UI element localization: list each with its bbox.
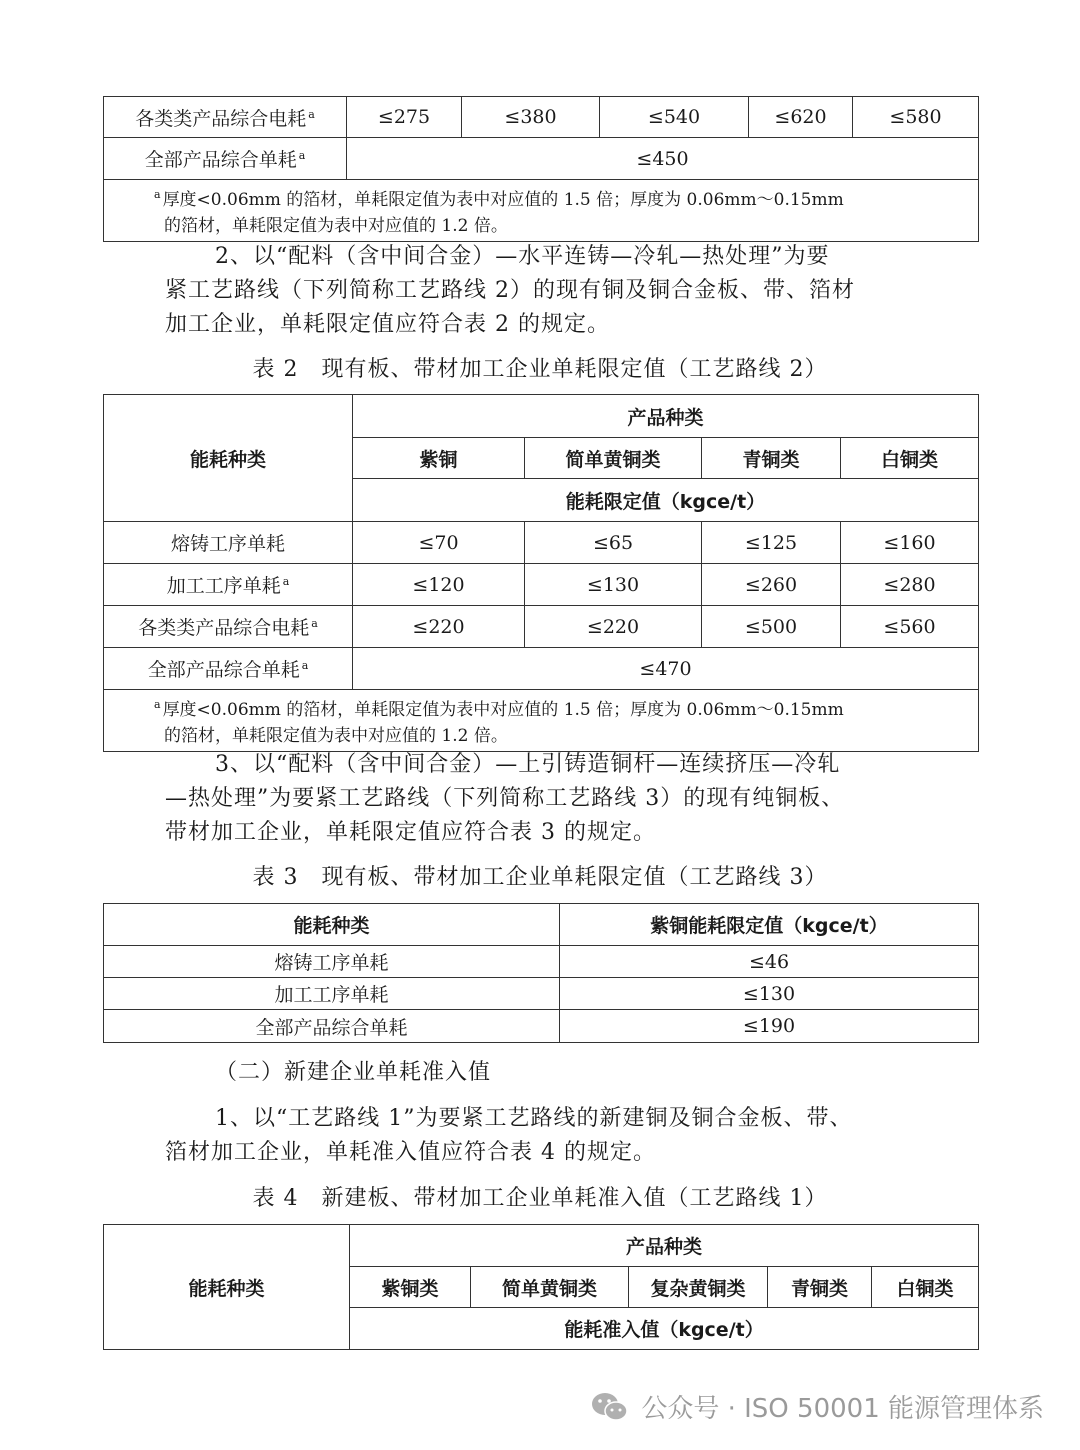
table-cell: ≤620 xyxy=(749,97,853,138)
table-header-row xyxy=(104,395,979,438)
column-header: 紫铜类 xyxy=(350,1267,471,1308)
column-header: 白铜类 xyxy=(872,1267,979,1308)
table-row xyxy=(104,946,979,978)
table-row xyxy=(104,978,979,1010)
table-cell: ≤540 xyxy=(600,97,749,138)
paragraph-line: 紧工艺路线（下列简称工艺路线 2）的现有铜及铜合金板、带、箔材 xyxy=(165,278,855,303)
paragraph-line: 2、以“配料（含中间合金）—水平连铸—冷轧—热处理”为要 xyxy=(215,244,830,269)
row-label: 加工工序单耗 $^a$ xyxy=(104,564,353,606)
table-cell: ≤275 xyxy=(347,97,462,138)
table-row xyxy=(104,138,979,180)
paragraph-line: 3、以“配料（含中间合金）—上引铸造铜杆—连续挤压—冷轧 xyxy=(215,752,841,777)
table-cell: ≤160 xyxy=(841,522,979,564)
table4-caption: 表 4 新建板、带材加工企业单耗准入值（工艺路线 1） xyxy=(252,1186,828,1211)
paragraph-line: 1、以“工艺路线 1”为要紧工艺路线的新建铜及铜合金板、带、 xyxy=(215,1106,853,1131)
table-header-row xyxy=(104,1225,979,1267)
row-label: 各类类产品综合电耗 $^a$ xyxy=(104,97,347,138)
column-header: 紫铜 xyxy=(353,438,525,479)
table-cell: ≤130 xyxy=(525,564,702,606)
table-cell: ≤580 xyxy=(853,97,979,138)
wechat-icon xyxy=(591,1391,629,1423)
table-cell: ≤120 xyxy=(353,564,525,606)
header-category: 能耗种类 xyxy=(104,1225,350,1350)
paragraph-line: 箔材加工企业，单耗准入值应符合表 4 的规定。 xyxy=(165,1140,656,1165)
column-header: 青铜类 xyxy=(768,1267,872,1308)
table2-caption: 表 2 现有板、带材加工企业单耗限定值（工艺路线 2） xyxy=(252,357,828,382)
row-label: 全部产品综合单耗 xyxy=(104,1010,560,1043)
table-row xyxy=(104,648,979,690)
table-header-row xyxy=(104,904,979,946)
paragraph-line: —热处理”为要紧工艺路线（下列简称工艺路线 3）的现有纯铜板、 xyxy=(165,786,845,811)
row-label: 加工工序单耗 xyxy=(104,978,560,1010)
paragraph-line: 加工企业，单耗限定值应符合表 2 的规定。 xyxy=(165,312,610,337)
paragraph-line: 带材加工企业，单耗限定值应符合表 3 的规定。 xyxy=(165,820,656,845)
table3-caption: 表 3 现有板、带材加工企业单耗限定值（工艺路线 3） xyxy=(252,865,828,890)
row-label: 全部产品综合单耗 $^a$ xyxy=(104,138,347,180)
table-cell: ≤190 xyxy=(560,1010,979,1043)
watermark-text: 公众号 · ISO 50001 能源管理体系 xyxy=(641,1394,1044,1424)
table-cell: ≤70 xyxy=(353,522,525,564)
header-product: 产品种类 xyxy=(353,395,979,438)
table-cell: ≤260 xyxy=(702,564,841,606)
table-cell: ≤280 xyxy=(841,564,979,606)
table-cell: ≤470 xyxy=(353,648,979,690)
header-unit: 能耗准入值（kgce/t） xyxy=(350,1308,979,1350)
table-cell: ≤380 xyxy=(462,97,600,138)
header-product: 产品种类 xyxy=(350,1225,979,1267)
row-label: 全部产品综合单耗 $^a$ xyxy=(104,648,353,690)
table-row xyxy=(104,97,979,138)
column-header: 简单黄铜类 xyxy=(471,1267,629,1308)
column-header: 白铜类 xyxy=(841,438,979,479)
table1-tail xyxy=(103,96,979,242)
header-category: 能耗种类 xyxy=(104,395,353,522)
column-header: 简单黄铜类 xyxy=(525,438,702,479)
row-label: 熔铸工序单耗 xyxy=(104,522,353,564)
table-note: $^a$ 厚度<0.06mm 的箔材，单耗限定值为表中对应值的 1.5 倍；厚度为 0.06mm～0.15mm 的箔材，单耗限定值为表中对应值的 1.2 倍。 xyxy=(104,690,979,752)
table-row xyxy=(104,522,979,564)
row-label: 各类类产品综合电耗 $^a$ xyxy=(104,606,353,648)
table-note: $^a$ 厚度<0.06mm 的箔材，单耗限定值为表中对应值的 1.5 倍；厚度为 0.06mm～0.15mm 的箔材，单耗限定值为表中对应值的 1.2 倍。 xyxy=(104,180,979,242)
header-category: 能耗种类 xyxy=(104,904,560,946)
table-cell: ≤450 xyxy=(347,138,979,180)
table-cell: ≤125 xyxy=(702,522,841,564)
table-cell: ≤46 xyxy=(560,946,979,978)
table-cell: ≤130 xyxy=(560,978,979,1010)
row-label: 熔铸工序单耗 xyxy=(104,946,560,978)
table-row xyxy=(104,606,979,648)
paragraph-3 xyxy=(165,748,844,850)
section-heading: （二）新建企业单耗准入值 xyxy=(215,1060,492,1085)
table-cell: ≤560 xyxy=(841,606,979,648)
header-unit: 能耗限定值（kgce/t） xyxy=(353,479,979,522)
table2 xyxy=(103,394,979,752)
table-cell: ≤220 xyxy=(525,606,702,648)
column-header: 青铜类 xyxy=(702,438,841,479)
table3 xyxy=(103,903,979,1043)
header-value: 紫铜能耗限定值（kgce/t） xyxy=(560,904,979,946)
paragraph-4 xyxy=(165,1102,852,1170)
table-row xyxy=(104,1010,979,1043)
table-cell: ≤500 xyxy=(702,606,841,648)
table-cell: ≤65 xyxy=(525,522,702,564)
watermark xyxy=(591,1388,1044,1425)
column-header: 复杂黄铜类 xyxy=(629,1267,768,1308)
table-cell: ≤220 xyxy=(353,606,525,648)
table-row xyxy=(104,564,979,606)
paragraph-2 xyxy=(165,240,855,342)
table4 xyxy=(103,1224,979,1350)
